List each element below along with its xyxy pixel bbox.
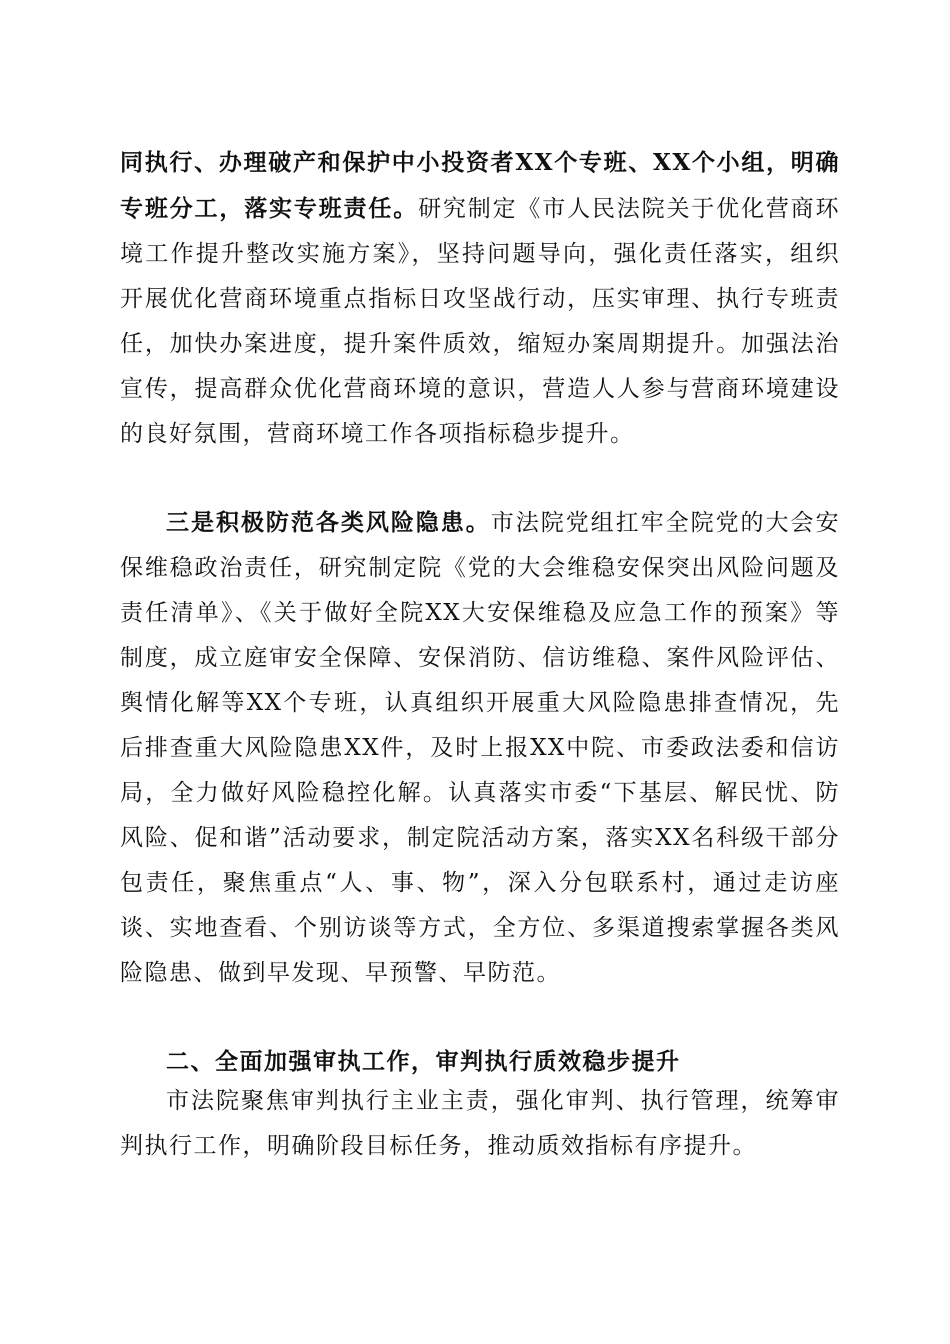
paragraph-1-lead: 同执行、办理破产和保护中小投资者XX个专班、XX个小组，明确专班分工，落实专班责任。 (120, 149, 840, 222)
paragraph-2-body: 市法院党组扛牢全院党的大会安保维稳政治责任，研究制定院《党的大会维稳安保突出风险问题及责任清单》、《关于做好全院XX大安保维稳及应急工作的预案》等制度，成立庭审安全保障、安保消防、信访维稳、案件风险评估、舆情化解等XX个专班，认真组织开展重大风险隐患排查情况，先后排查重大风险隐患XX件，及时上报XX中院、市委政法委和信访局，全力做好风险稳控化解。认真落实市委“下基层、解民忧、防风险、促和谐”活动要求，制定院活动方案，落实XX名科级干部分包责任，聚焦重点“人、事、物”，深入分包联系村，通过走访座谈、实地查看、个别访谈等方式，全方位、多渠道搜索掌握各类风险隐患、做到早发现、早预警、早防范。 (120, 510, 841, 986)
paragraph-business-environment (120, 140, 840, 457)
paragraph-1 (120, 140, 840, 457)
paragraph-trial-execution (120, 1079, 840, 1169)
paragraph-2-lead: 三是积极防范各类风险隐患。 (166, 509, 491, 536)
paragraph-2 (120, 500, 840, 996)
paragraph-3: 市法院聚焦审判执行主业主责，强化审判、执行管理，统筹审判执行工作，明确阶段目标任务，推动质效指标有序提升。 (120, 1088, 840, 1159)
section-heading: 二、全面加强审执工作，审判执行质效稳步提升 (166, 1049, 681, 1075)
paragraph-risk-prevention (120, 500, 840, 996)
paragraph-1-body: 研究制定《市人民法院关于优化营商环境工作提升整改实施方案》，坚持问题导向，强化责任落实，组织开展优化营商环境重点指标日攻坚战行动，压实审理、执行专班责任，加快办案进度，提升案件质效，缩短办案周期提升。加强法治宣传，提高群众优化营商环境的意识，营造人人参与营商环境建设的良好氛围，营商环境工作各项指标稳步提升。 (120, 196, 841, 447)
